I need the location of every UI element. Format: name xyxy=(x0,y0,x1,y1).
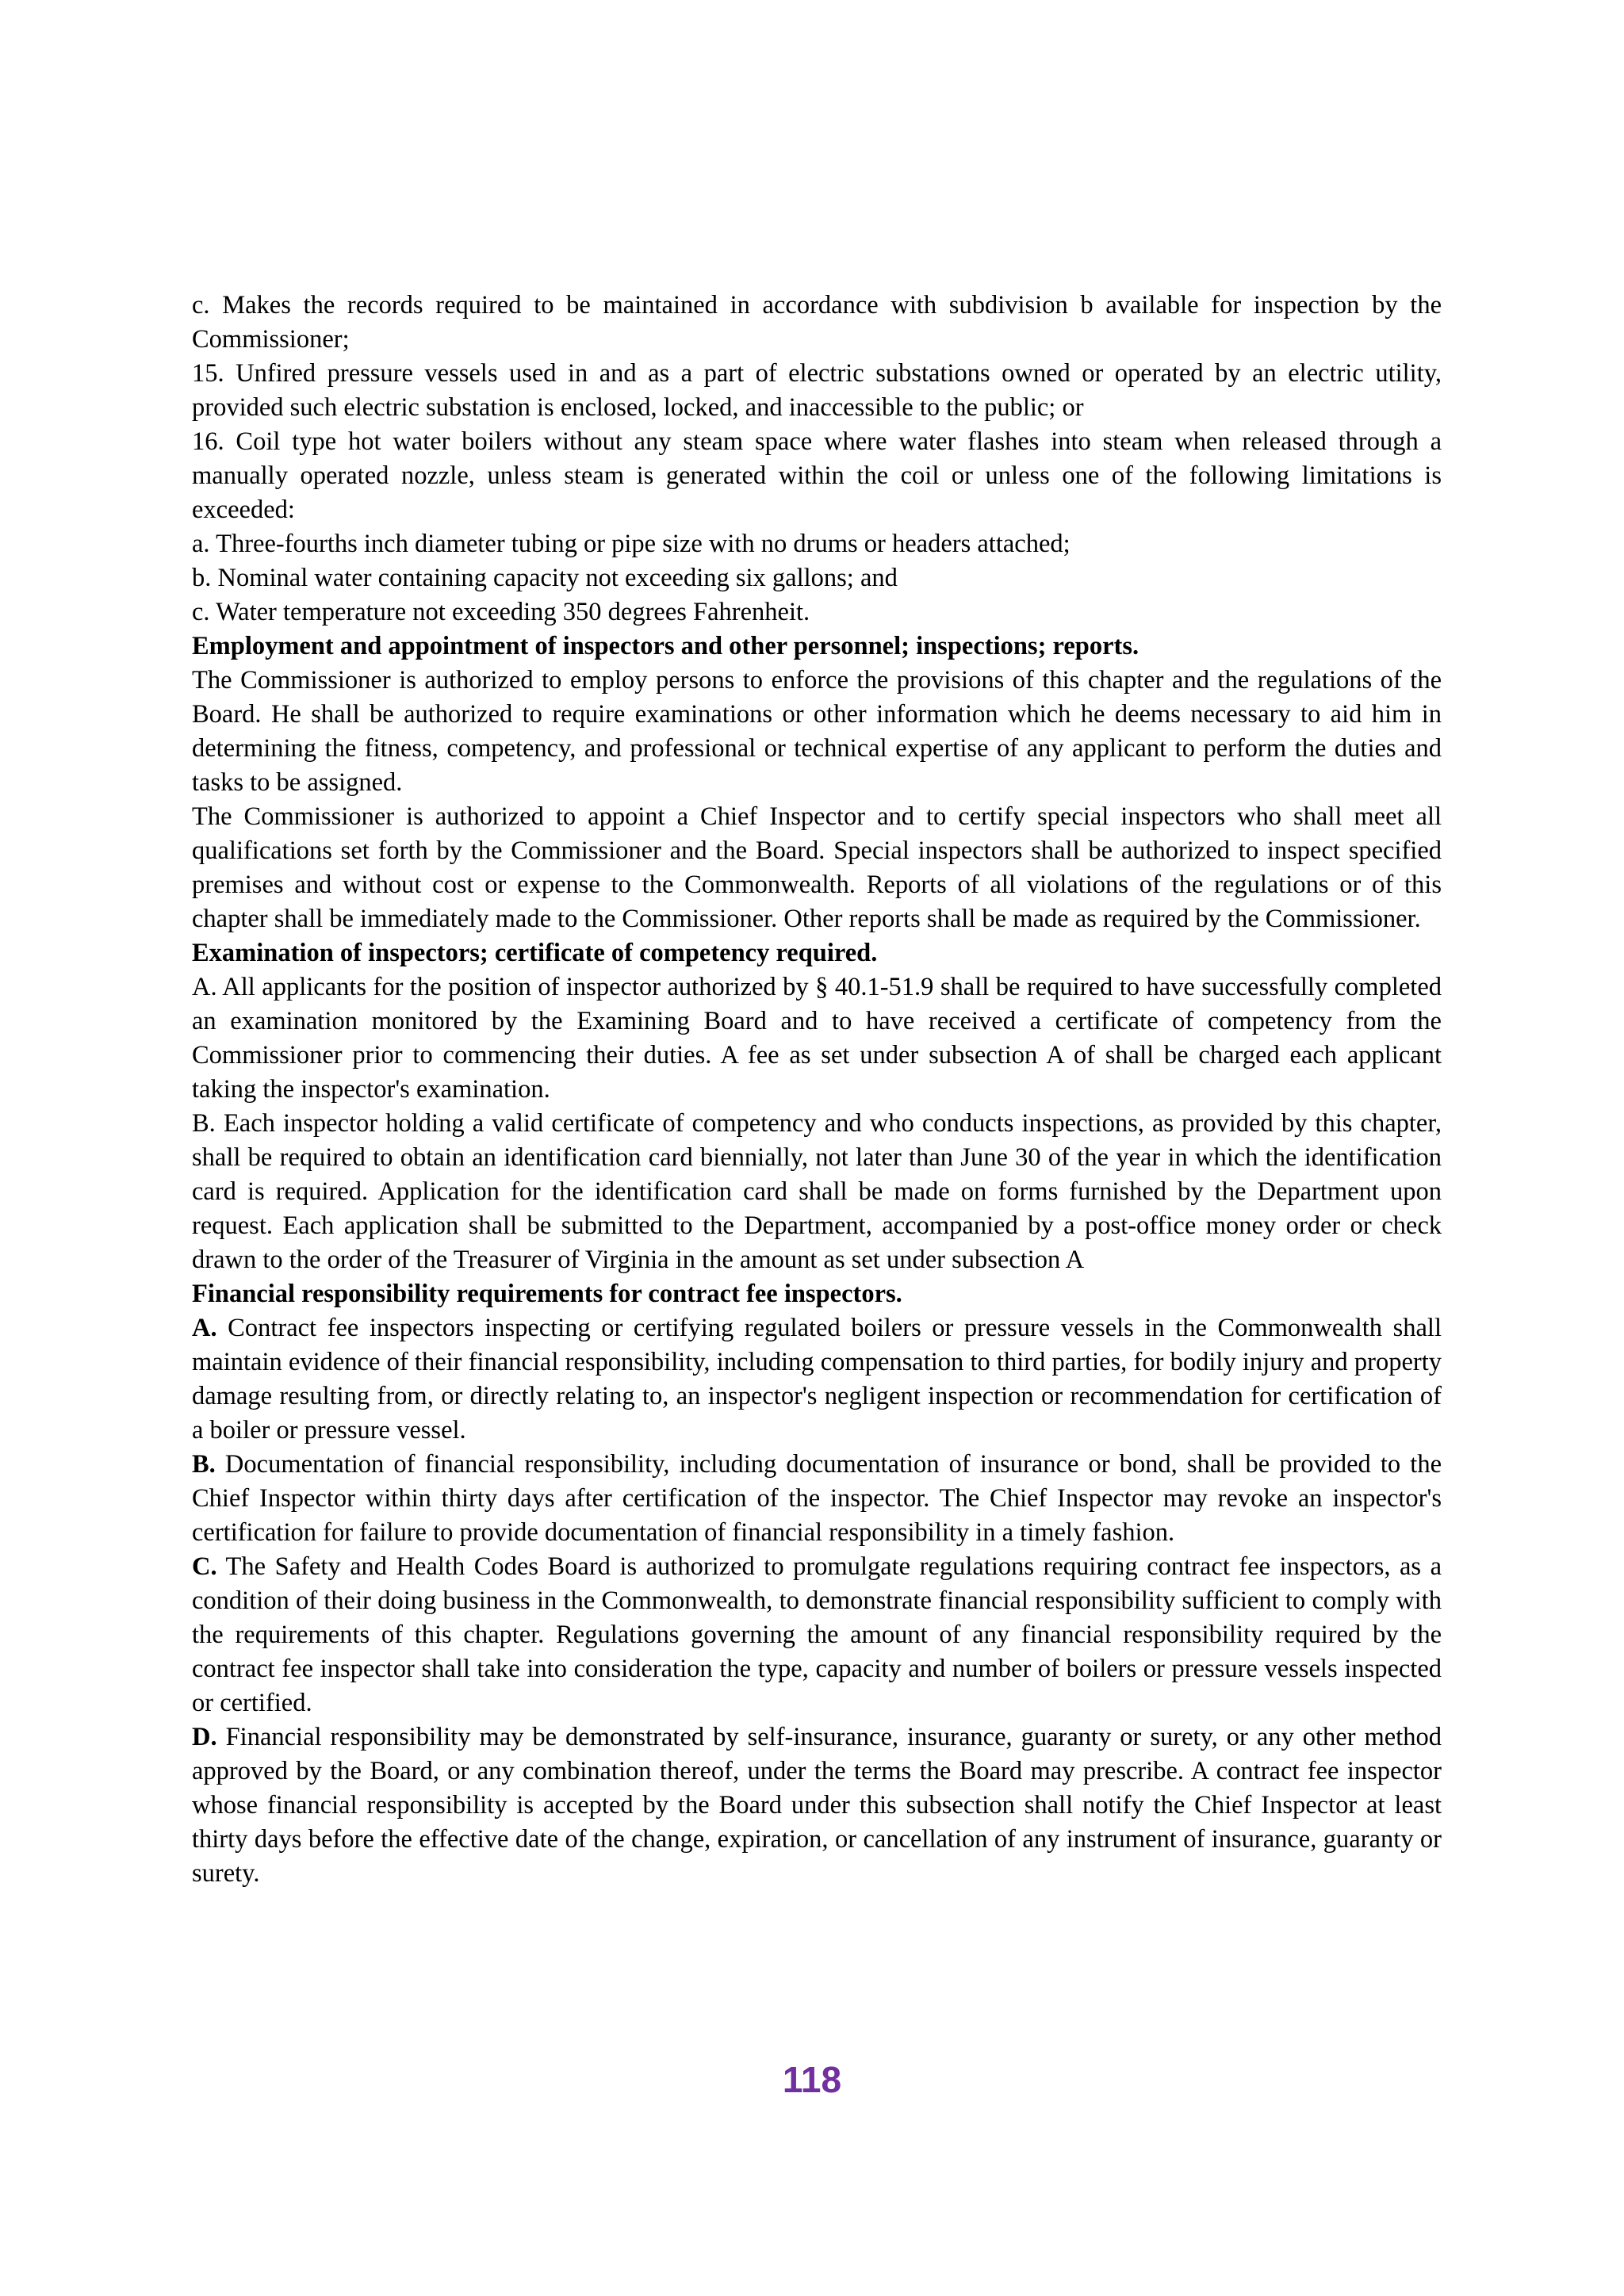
paragraph-employ-persons: The Commissioner is authorized to employ persons to enforce the provisions of this chapter and the regulations of the Board. He shall be authorized to require examinations or other information which he deems necessary to aid him in determining the fitness, competency, and professional or technical expertise of any applicant to perform the duties and tasks to be assigned. xyxy=(192,666,1442,797)
paragraph-text: Financial responsibility may be demonstrated by self-insurance, insurance, guaranty or surety, or any other method approved by the Board, or any combination thereof, under the terms the Board may prescribe. A contract fee inspector whose financial responsibility is accepted by the Board under this subsection shall notify the Chief Inspector at least thirty days before the effective date of the change, expiration, or cancellation of any instrument of insurance, guaranty or surety. xyxy=(192,1723,1442,1888)
paragraph-item-15: 15. Unfired pressure vessels used in and as a part of electric substations owned or operated by an electric utility, provided such electric substation is enclosed, locked, and inaccessible to the public; or xyxy=(192,359,1442,422)
paragraph-text: Contract fee inspectors inspecting or certifying regulated boilers or pressure vessels in the Commonwealth shall maintain evidence of their financial responsibility, including compensation to third parties, for bodily injury and property damage resulting from, or directly relating to, an inspector's negligent inspection or recommendation for certification of a boiler or pressure vessel. xyxy=(192,1314,1442,1445)
paragraph-limit-b: b. Nominal water containing capacity not exceeding six gallons; and xyxy=(192,564,898,592)
paragraph-label: A. xyxy=(192,1314,217,1342)
paragraph-limit-a: a. Three-fourths inch diameter tubing or pipe size with no drums or headers attached; xyxy=(192,530,1071,558)
page-number: 118 xyxy=(782,2059,842,2100)
paragraph-chief-inspector: The Commissioner is authorized to appoint a Chief Inspector and to certify special inspectors who shall meet all qualifications set forth by the Commissioner and the Board. Special inspectors shall be authorized to inspect specified premises and without cost or expense to the Commonwealth. Reports of all violations of the regulations or of this chapter shall be immediately made to the Commissioner. Other reports shall be made as required by the Commissioner. xyxy=(192,802,1442,933)
paragraph-financial-b xyxy=(192,1448,1442,1550)
paragraph-limit-c: c. Water temperature not exceeding 350 degrees Fahrenheit. xyxy=(192,598,810,626)
paragraph-exam-a: A. All applicants for the position of inspector authorized by § 40.1-51.9 shall be required to have successfully completed an examination monitored by the Examining Board and to have received a certificate of competency from the Commissioner prior to commencing their duties. A fee as set under subsection A of shall be charged each applicant taking the inspector's examination. xyxy=(192,973,1442,1104)
document-body xyxy=(192,289,1442,1891)
paragraph-label: B. xyxy=(192,1450,216,1479)
paragraph-exam-b: B. Each inspector holding a valid certificate of competency and who conducts inspections, as provided by this chapter, shall be required to obtain an identification card biennially, not later than June 30 of the year in which the identification card is required. Application for the identification card shall be made on forms furnished by the Department upon request. Each application shall be submitted to the Department, accompanied by a post-office money order or check drawn to the order of the Treasurer of Virginia in the amount as set under subsection A xyxy=(192,1109,1442,1274)
paragraph-item-16: 16. Coil type hot water boilers without any steam space where water flashes into steam when released through a manually operated nozzle, unless steam is generated within the coil or unless one of the following limitations is exceeded: xyxy=(192,427,1442,524)
paragraph-financial-d xyxy=(192,1720,1442,1891)
paragraph-label: D. xyxy=(192,1723,217,1751)
paragraph-label: C. xyxy=(192,1552,217,1581)
section-heading-employment: Employment and appointment of inspectors and other personnel; inspections; reports. xyxy=(192,632,1139,660)
paragraph-records-inspection: c. Makes the records required to be maintained in accordance with subdivision b available for inspection by the Commissioner; xyxy=(192,291,1442,354)
section-heading-examination: Examination of inspectors; certificate of competency required. xyxy=(192,939,878,967)
paragraph-text: The Safety and Health Codes Board is authorized to promulgate regulations requiring contract fee inspectors, as a condition of their doing business in the Commonwealth, to demonstrate financial responsibility sufficient to comply with the requirements of this chapter. Regulations governing the amount of any financial responsibility required by the contract fee inspector shall take into consideration the type, capacity and number of boilers or pressure vessels inspected or certified. xyxy=(192,1552,1442,1717)
paragraph-text: Documentation of financial responsibility, including documentation of insurance or bond, shall be provided to the Chief Inspector within thirty days after certification of the inspector. The Chief Inspector may revoke an inspector's certification for failure to provide documentation of financial responsibility in a timely fashion. xyxy=(192,1450,1442,1547)
paragraph-financial-c xyxy=(192,1550,1442,1720)
section-heading-financial: Financial responsibility requirements for contract fee inspectors. xyxy=(192,1280,902,1308)
paragraph-financial-a xyxy=(192,1311,1442,1448)
